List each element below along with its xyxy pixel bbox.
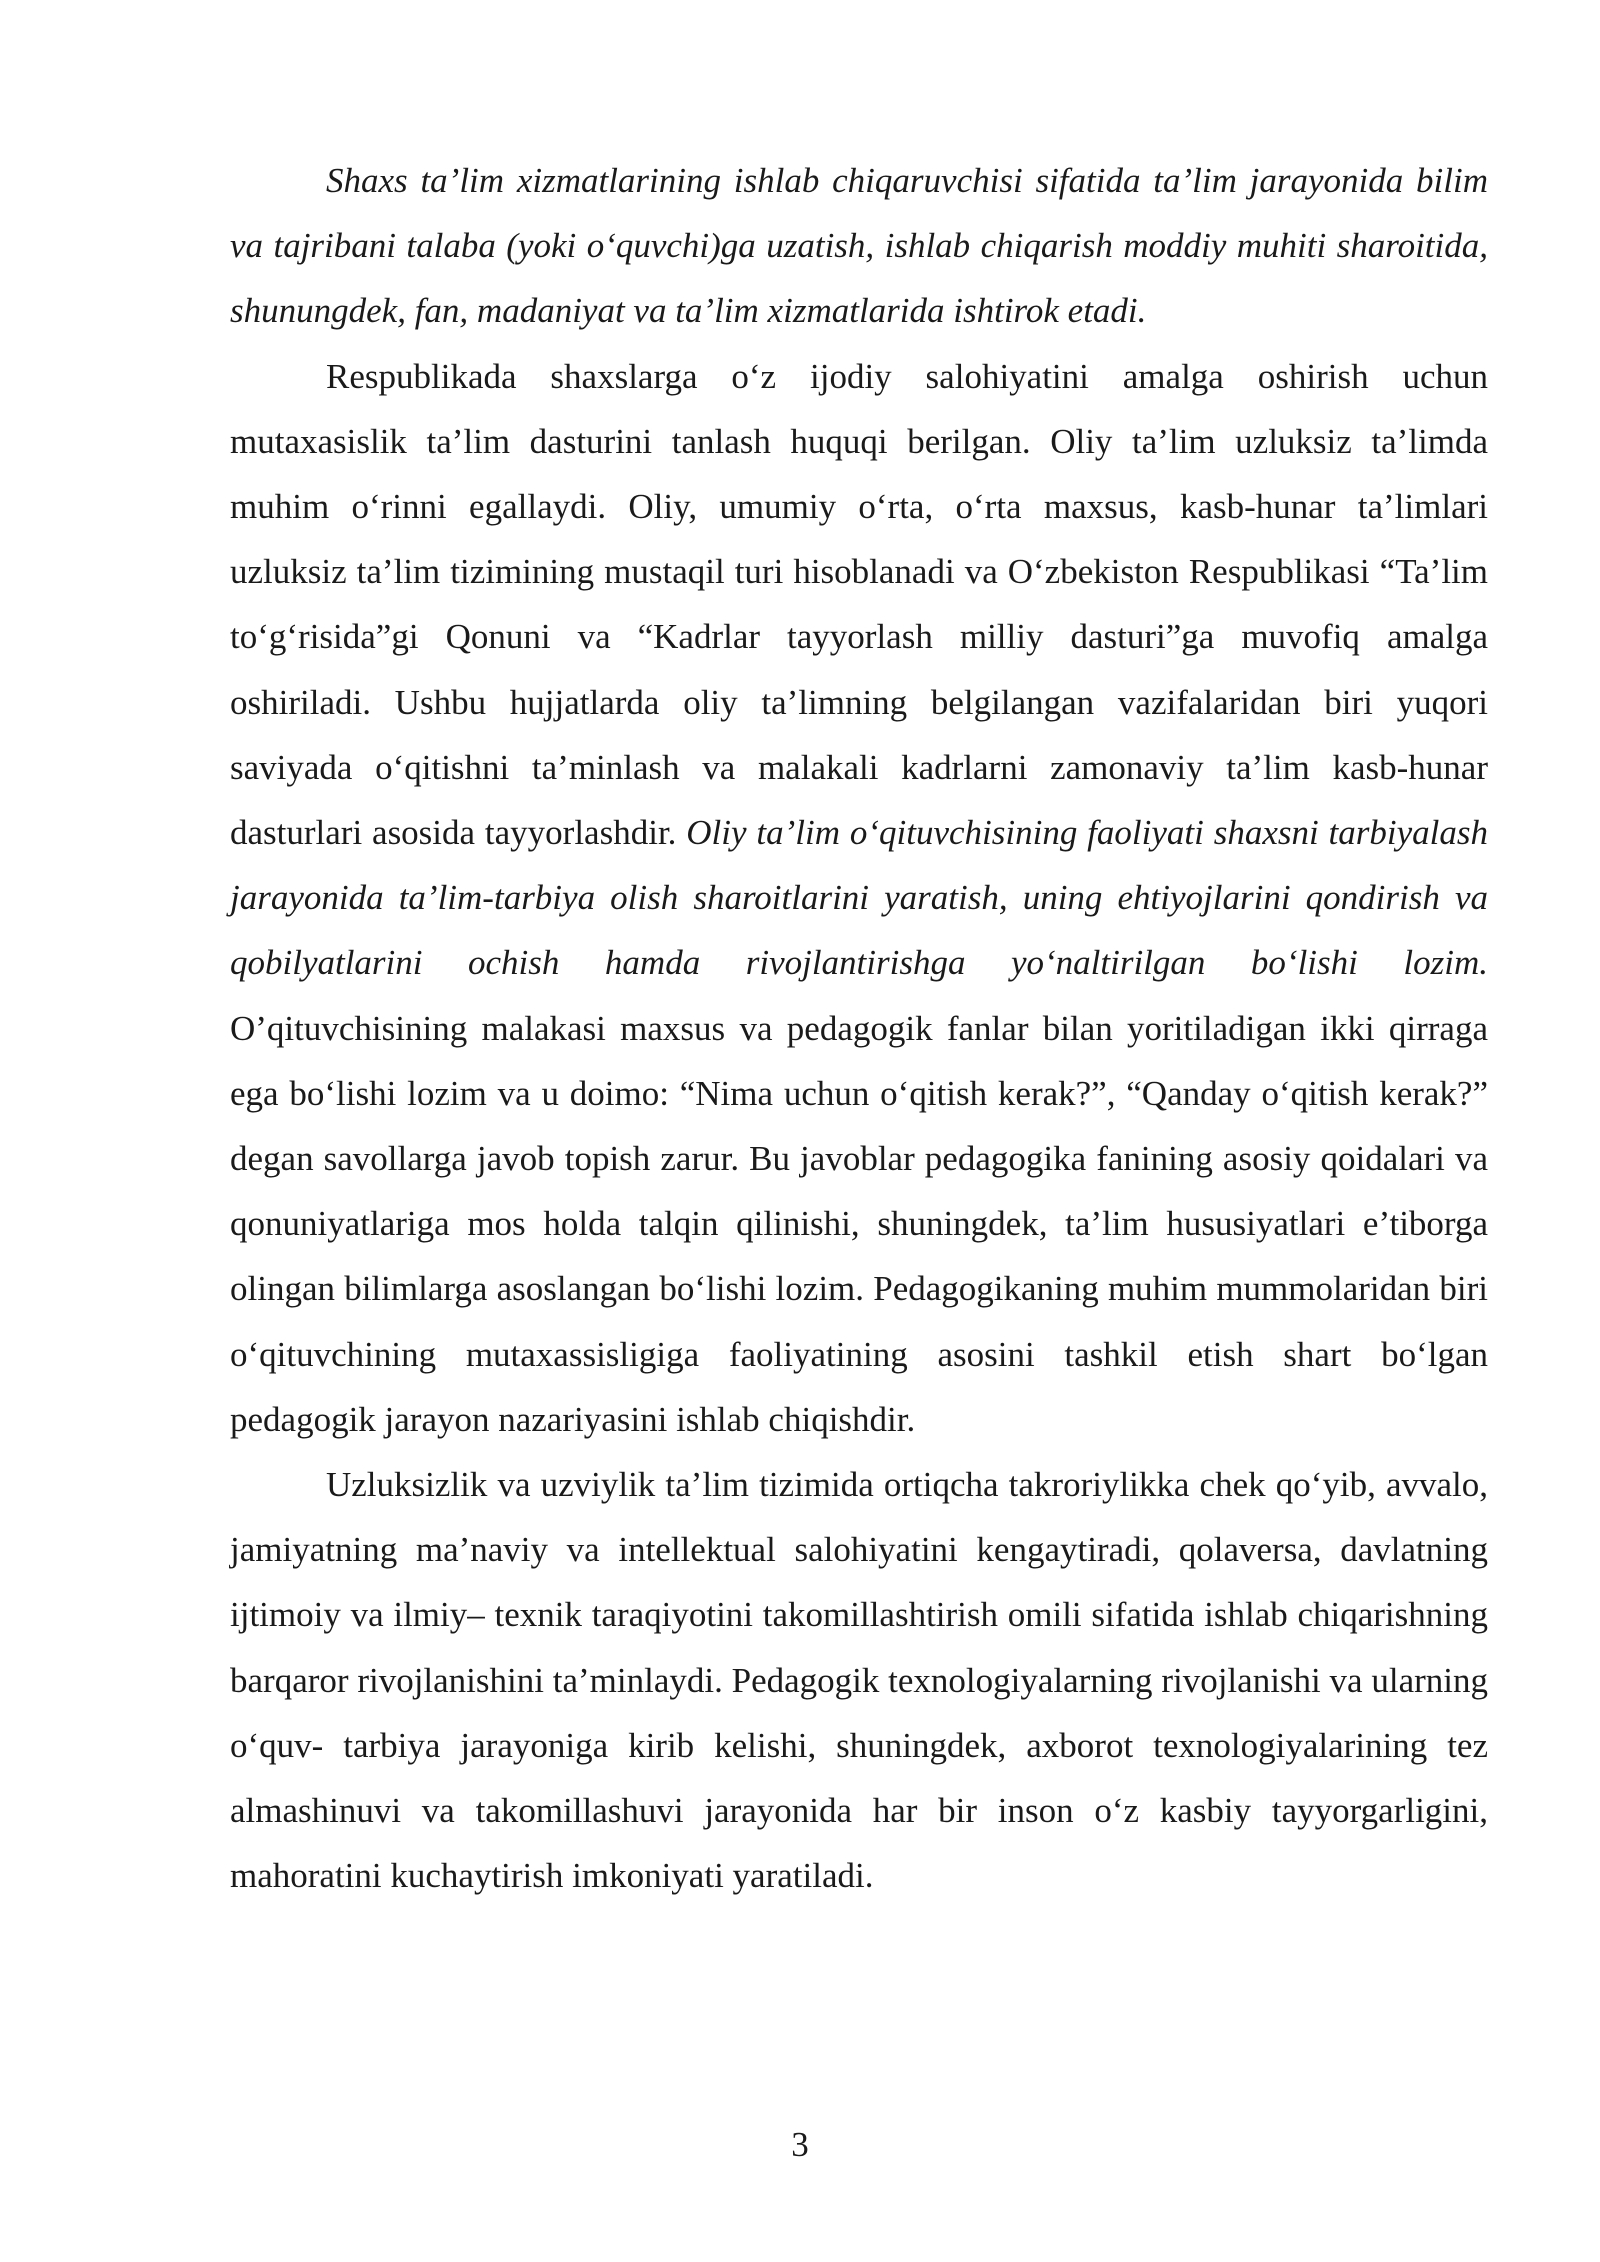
paragraph-1-italic-text: Shaxs ta’lim xizmatlarining ishlab chiqaruvchisi sifatida ta’lim jarayonida bilim va tajribani talaba (yoki o‘quvchi)ga uzatish, ishlab chiqarish moddiy muhiti sharoitida, shunungdek, fan, madaniyat va ta’lim xizmatlarida ishtirok etadi. — [230, 161, 1488, 331]
paragraph-2-text-start: Respublikada shaxslarga o‘z ijodiy salohiyatini amalga oshirish uchun mutaxasislik ta’lim dasturini tanlash huquqi berilgan. Oliy ta’lim uzluksiz ta’limda muhim o‘rinni egallaydi. Oliy, umumiy o‘rta, o‘rta maxsus, kasb-hunar ta’limlari uzluksiz ta’lim tizimining mustaqil turi hisoblanadi va O‘zbekiston Respublikasi “Ta’lim to‘g‘risida”gi Qonuni va “Kadrlar tayyorlash milliy dasturi”ga muvofiq amalga oshiriladi. Ushbu hujjatlarda oliy ta’limning belgilangan vazifalaridan biri yuqori saviyada o‘qitishni ta’minlash va malakali kadrlarni zamonaviy ta’lim kasb-hunar dasturlari asosida tayyorlashdir. — [230, 356, 1488, 853]
paragraph-3-text: Uzluksizlik va uzviylik ta’lim tizimida ortiqcha takroriylikka chek qo‘yib, avvalo, jamiyatning ma’naviy va intellektual salohiyatini kengaytiradi, qolaversa, davlatning ijtimoiy va ilmiy– texnik taraqiyotini takomillashtirish omili sifatida ishlab chiqarishning barqaror rivojlanishini ta’minlaydi. Pedagogik texnologiyalarning rivojlanishi va ularning o‘quv- tarbiya jarayoniga kirib kelishi, shuningdek, axborot texnologiyalarining tez almashinuvi va takomillashuvi jarayonida har bir inson o‘z kasbiy tayyorgarligini, mahoratini kuchaytirish imkoniyati yaratiladi. — [230, 1465, 1488, 1896]
page-number: 3 — [791, 2125, 809, 2164]
paragraph-2 — [230, 344, 1488, 1452]
paragraph-2-italic-text: Oliy ta’lim o‘qituvchisining faoliyati shaxsni tarbiyalash jarayonida ta’lim-tarbiya olish sharoitlarini yaratish, uning ehtiyojlarini qondirish va qobilyatlarini ochish hamda rivojlantirishga yo‘naltirilgan bo‘lishi lozim. — [230, 813, 1488, 983]
body-text — [230, 148, 1488, 1908]
paragraph-3 — [230, 1452, 1488, 1908]
paragraph-1 — [230, 148, 1488, 344]
paragraph-2-text-end: O’qituvchisining malakasi maxsus va pedagogik fanlar bilan yoritiladigan ikki qirraga ega bo‘lishi lozim va u doimo: “Nima uchun o‘qitish kerak?”, “Qanday o‘qitish kerak?” degan savollarga javob topish zarur. Bu javoblar pedagogika fanining asosiy qoidalari va qonuniyatlariga mos holda talqin qilinishi, shuningdek, ta’lim hususiyatlari e’tiborga olingan bilimlarga asoslangan bo‘lishi lozim. Pedagogikaning muhim mummolaridan biri o‘qituvchining mutaxassisligiga faoliyatining asosini tashkil etish shart bo‘lgan pedagogik jarayon nazariyasini ishlab chiqishdir. — [230, 1008, 1488, 1439]
